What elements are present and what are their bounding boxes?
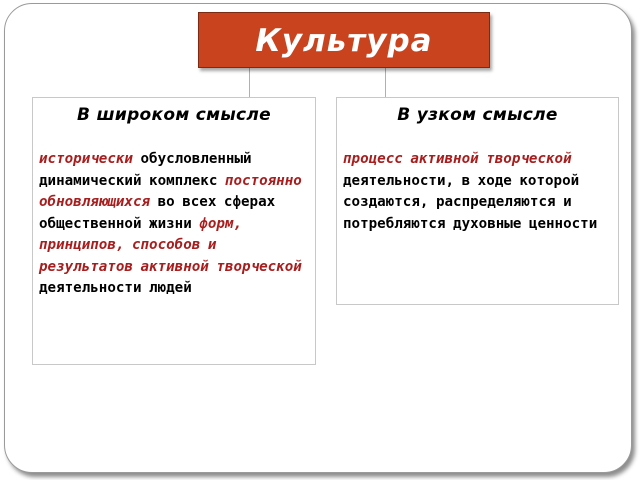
- narrow-sense-heading: В узком смысле: [397, 105, 558, 125]
- narrow-sense-definition: [343, 149, 612, 235]
- title-box: Культура: [198, 12, 490, 68]
- definition-emphasis: процесс активной творческой: [343, 151, 572, 167]
- definition-emphasis: исторически: [39, 151, 133, 167]
- broad-sense-heading: В широком смысле: [77, 105, 271, 125]
- definition-emphasis: форм, принципов, способов и результатов активной творческой: [39, 215, 302, 275]
- connector-left: [249, 68, 250, 97]
- definition-text: во всех сферах общественной жизни: [39, 194, 276, 232]
- broad-sense-definition: [39, 149, 309, 300]
- narrow-sense-card: [336, 97, 619, 305]
- connector-right: [385, 68, 386, 97]
- definition-text: обусловленный динамический комплекс: [39, 151, 252, 189]
- definition-emphasis: постоянно обновляющихся: [39, 172, 302, 210]
- definition-text: деятельности, в ходе которой создаются, распределяются и потребляются духовные ценности: [343, 172, 598, 232]
- definition-text: деятельности людей: [39, 280, 192, 296]
- broad-sense-card: [32, 97, 316, 365]
